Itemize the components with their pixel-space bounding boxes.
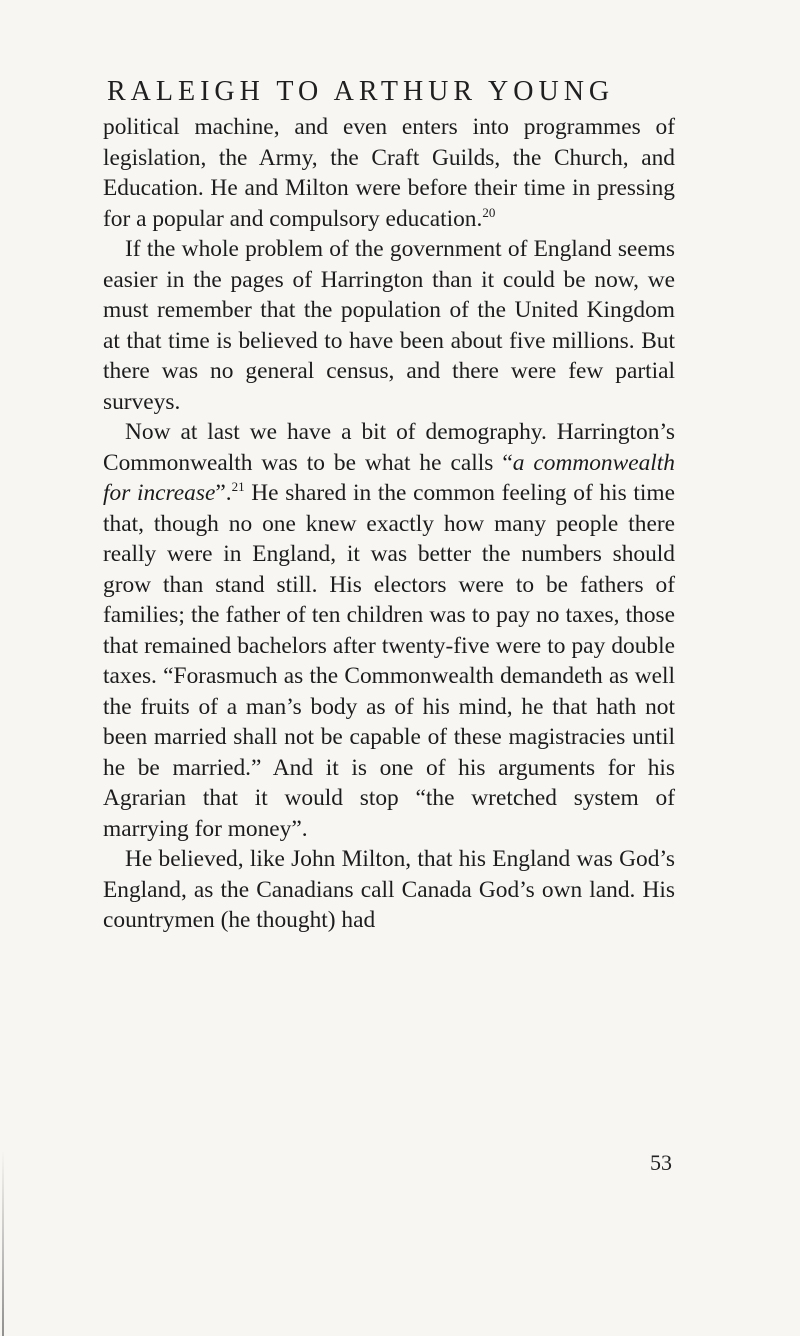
footnote-ref-20[interactable]: 20 <box>482 204 496 220</box>
italic-quote: a commonwealth for increase <box>103 449 675 506</box>
paragraph-1 <box>103 112 675 234</box>
paragraph-2: If the whole problem of the government of England seems easier in the pages of Harrington than it could be now, we must remember that the population of the United Kingdom at that time is believed to have been about five millions. But there was no general census, and there were few partial surveys. <box>103 236 675 415</box>
page-number: 53 <box>650 1150 672 1175</box>
page-edge-shadow <box>2 1150 4 1336</box>
body-text <box>103 112 675 936</box>
paragraph-1-text: political machine, and even enters into programmes of legislation, the Army, the Craft Guilds, the Church, and Education. He and Milton were before their time in pressing for a popular and compulsory education. <box>103 114 675 232</box>
paragraph-3-text-a: Now at last we have a bit of demography. Harrington’s Commonwealth was to be what he calls “ <box>103 419 675 476</box>
footnote-ref-21[interactable]: 21 <box>231 479 245 494</box>
paragraph-3-quote-close: ”. <box>215 480 232 506</box>
paragraph-4: He believed, like John Milton, that his England was God’s England, as the Canadians call Canada God’s own land. His countrymen (he thought) had <box>103 846 675 933</box>
running-header: RALEIGH TO ARTHUR YOUNG <box>107 76 615 107</box>
paragraph-3 <box>103 417 675 844</box>
paragraph-3-text-b: He shared in the common feeling of his time that, though no one knew exactly how many people there really were in England, it was better the numbers should grow than stand still. His electors were to be fathers of families; the father of ten children was to pay no taxes, those that remained bachelors after twenty-five were to pay double taxes. “Forasmuch as the Commonwealth demandeth as well the fruits of a man’s body as of his mind, he that hath not been married shall not be capable of these magistracies until he be married.” And it is one of his arguments for his Agrarian that it would stop “the wretched system of marrying for money”. <box>103 480 675 842</box>
